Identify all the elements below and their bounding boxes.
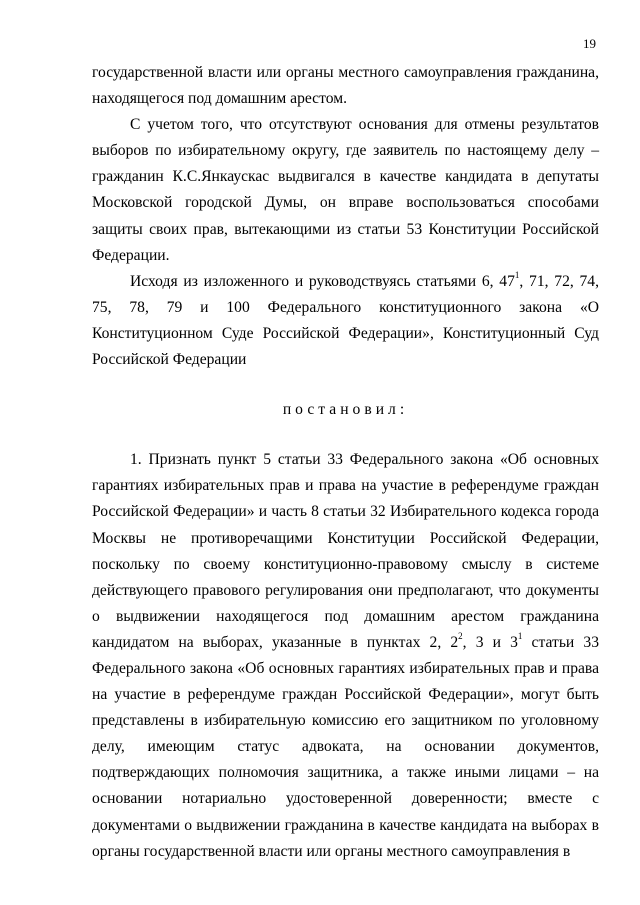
paragraph-legal-basis bbox=[92, 269, 599, 373]
paragraph-grounds: С учетом того, что отсутствуют основания для отмены результатов выборов по избирательному округу, где заявитель по настоящему делу – гражданин К.С.Янкаускас выдвигался в качестве кандидата в депутаты Московской городской Думы, он вправе воспользоваться способами защиты своих прав, вытекающими из статьи 53 Конституции Российской Федерации. bbox=[92, 116, 599, 264]
superscript-point-2-2: 2 bbox=[458, 630, 463, 641]
document-body bbox=[92, 60, 599, 865]
decree-heading: постановил: bbox=[282, 401, 409, 419]
legal-basis-text-start: Исходя из изложенного и руководствуясь статьями 6, 47 bbox=[130, 272, 515, 290]
legal-basis-text-end: , 71, 72, 74, 75, 78, 79 и 100 Федерального конституционного закона «О Конституционном Суде Российской Федерации», Конституционный Суд Российской Федерации bbox=[92, 272, 599, 369]
superscript-article-number: 1 bbox=[514, 269, 520, 280]
clause-1-text-middle: , 3 и 3 bbox=[462, 633, 518, 651]
clause-1-text-start: 1. Признать пункт 5 статьи 33 Федерального закона «Об основных гарантиях избирательных прав и права на участие в референдуме граждан Российской Федерации» и часть 8 статьи 32 Избирательного кодекса города Москвы не противоречащими Конституции Российской Федерации, поскольку по своему конституционно-правовому смыслу в системе действующего правового регулирования они предполагают, что документы о выдвижении находящегося под домашним арестом гражданина кандидатом на выборах, указанные в пунктах 2, 2 bbox=[92, 451, 599, 651]
page-number: 19 bbox=[583, 36, 596, 51]
paragraph-continuation: государственной власти или органы местного самоуправления гражданина, находящегося под домашним арестом. bbox=[92, 64, 599, 108]
clause-1-text-end: статьи 33 Федерального закона «Об основных гарантиях избирательных прав и права на участие в референдуме граждан Российской Федерации», могут быть представлены в избирательную комиссию его защитником по уголовному делу, имеющим статус адвоката, на основании документов, подтверждающих полномочия защитника, а также иными лицами – на основании нотариально удостоверенной доверенности; вместе с документами о выдвижении гражданина в качестве кандидата на выборах в органы государственной власти или органы местного самоуправления в bbox=[92, 633, 599, 860]
superscript-point-3-1: 1 bbox=[517, 630, 523, 641]
clause-1 bbox=[92, 447, 599, 865]
